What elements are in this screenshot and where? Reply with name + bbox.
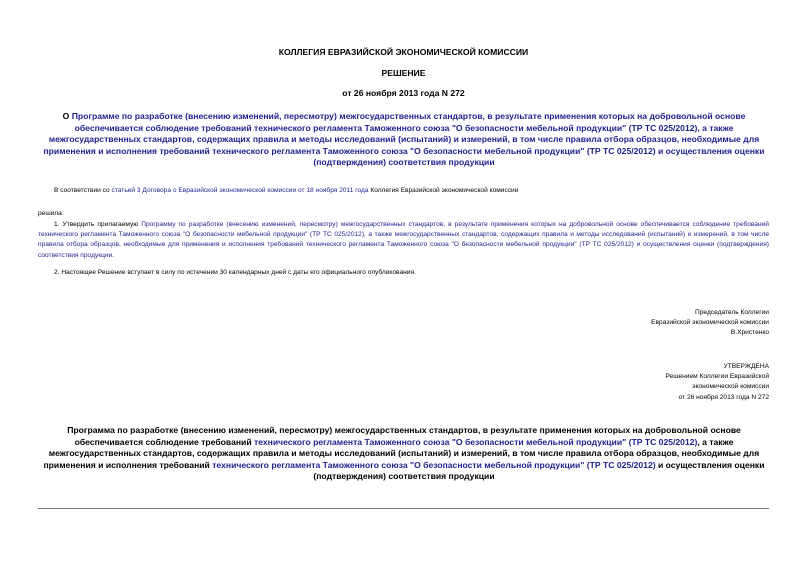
approval-line-3: экономической комиссии (692, 383, 769, 391)
bottom-divider (38, 508, 769, 509)
doc-type-heading: РЕШЕНИЕ (381, 68, 426, 78)
basis-suffix: Коллегия Евразийской экономической комиссии (368, 187, 519, 194)
decision-title-link[interactable]: Программе по разработке (внесению изменений, пересмотру) межгосударственных стандартов, в результате применения которых на добровольной основе обеспечивается соблюдение требований технического регламента Таможенного союза "О безопасности мебельной продукции" (ТР ТС 025/2012), а также межгосударственных стандартов, содержащих правила и методы исследований (испытаний) и измерений, в том числе правила отбора образцов, необходимые для применения и исполнения требований технического регламента Таможенного союза "О безопасности мебельной продукции" (ТР ТС 025/2012) и осуществления оценки (подтверждения) соответствия продукции (43, 111, 765, 168)
basis-paragraph (54, 186, 770, 196)
org-heading: КОЛЛЕГИЯ ЕВРАЗИЙСКОЙ ЭКОНОМИЧЕСКОЙ КОМИССИИ (278, 47, 529, 57)
program-title-part-3: и осуществления оценки (подтверждения) соответствия продукции (313, 459, 765, 482)
approval-line-4: от 26 ноября 2013 года N 272 (678, 393, 769, 401)
basis-link[interactable]: статьей 3 Договора о Евразийской экономической комиссии от 18 ноября 2011 года (111, 187, 369, 194)
program-title-part-1: Программа по разработке (внесению изменений, пересмотру) межгосударственных стандартов, в результате применения которых на добровольной основе обеспечивается соблюдение требований (67, 425, 741, 447)
item-1-prefix: 1. Утвердить прилагаемую (54, 221, 142, 228)
item-1-program-link[interactable]: Программу по разработке (внесению изменений, пересмотру) межгосударственных стандартов, в результате применения которых на добровольной основе обеспечивается соблюдение требований технического регламента Таможенного союза "О безопасности мебельной продукции" (ТР ТС 025/2012), а также межгосударственных стандартов, содержащих правила и методы исследований (испытаний) и измерений, в том числе правила отбора образцов, необходимые для применения и исполнения требований технического регламента Таможенного союза "О безопасности мебельной продукции" (ТР ТС 025/2012) и осуществления оценки (подтверждения) соответствия продукции (38, 221, 769, 259)
signature-line-1: Председатель Коллегии (695, 309, 769, 316)
program-title-link-2[interactable]: технического регламента Таможенного союза "О безопасности мебельной продукции" (ТР ТС 025/2012) (212, 459, 656, 470)
approval-line-1: УТВЕРЖДЕНА (723, 363, 769, 370)
decision-title-prefix: О (62, 111, 72, 121)
signature-line-3: В.Христенко (730, 329, 769, 337)
item-2-paragraph: 2. Настоящее Решение вступает в силу по истечении 30 календарных дней с даты его официального опубликования. (54, 269, 416, 276)
signature-line-2: Евразийской экономической комиссии (651, 319, 769, 327)
item-1-suffix: . (112, 251, 115, 259)
item-1-paragraph (38, 220, 769, 261)
resolved-label: решила: (38, 210, 64, 217)
program-title (38, 425, 770, 483)
approval-block (665, 362, 769, 403)
approval-line-2: Решением Коллегии Евразийской (665, 373, 769, 381)
program-title-part-2: , а также межгосударственных стандартов, содержащих правила и методы исследований (испытаний) и измерений, в том числе правила отбора образцов, необходимые для применения и исполнения требований (43, 436, 760, 470)
date-number-heading: от 26 ноября 2013 года N 272 (342, 88, 465, 98)
program-title-link-1[interactable]: технического регламента Таможенного союза "О безопасности мебельной продукции" (ТР ТС 025/2012) (254, 436, 698, 447)
signature-block (651, 308, 769, 339)
decision-title (38, 111, 770, 169)
basis-prefix: В соответствии со (54, 187, 112, 194)
